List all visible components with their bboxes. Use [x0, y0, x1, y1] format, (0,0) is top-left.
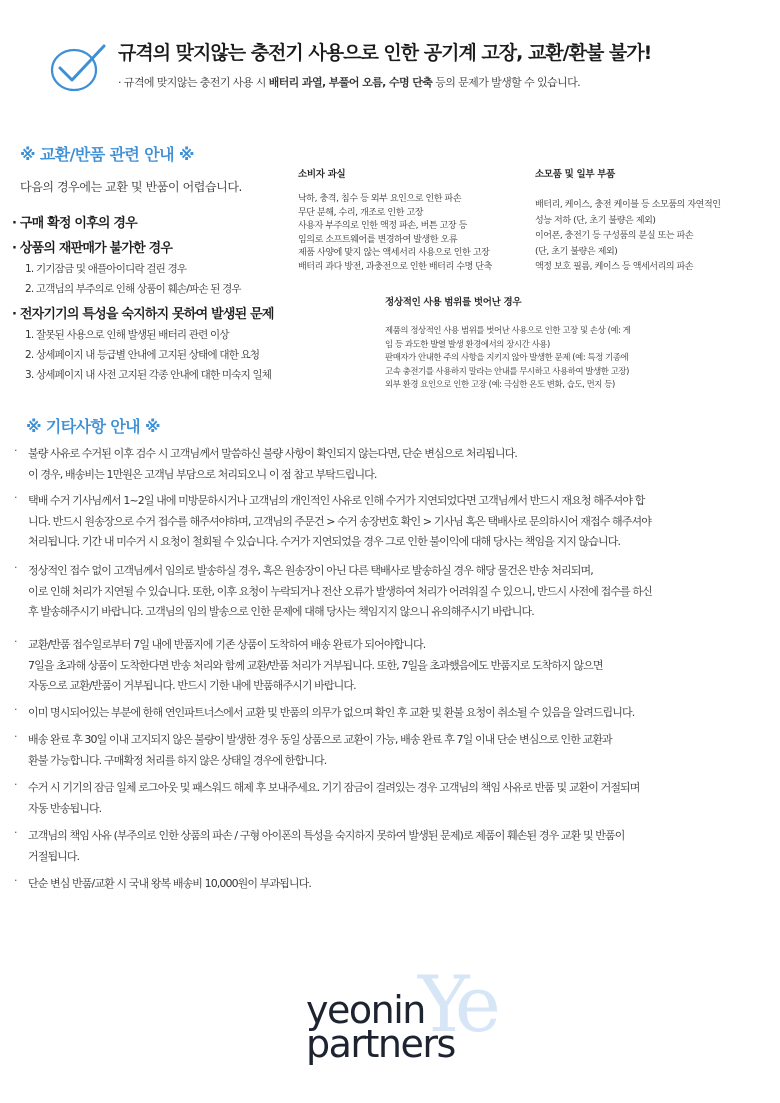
- etc-section-heading: ※ 기타사항 안내 ※: [26, 417, 160, 436]
- exchange-section-heading: ※ 교환/반품 관련 안내 ※: [20, 145, 194, 164]
- case-title: · 전자기기의 특성을 숙지하지 못하여 발생된 문제: [12, 307, 274, 322]
- warning-header: [48, 22, 748, 102]
- case-item: 1. 기기잠금 및 애플아이디락 걸린 경우: [25, 263, 187, 275]
- case-item: 3. 상세페이지 내 사전 고지된 각종 안내에 대한 미숙지 일체: [25, 369, 272, 381]
- logo-mark: Ye: [418, 960, 493, 1050]
- check-circle-icon: [48, 42, 108, 94]
- case-item: 2. 상세페이지 내 등급별 안내에 고지된 상태에 대한 요청: [25, 349, 260, 361]
- group-lines-abnormal-use: 제품의 정상적인 사용 범위를 벗어난 사용으로 인한 고장 및 손상 (예: 게 임 등 과도한 발열 발생 환경에서의 장시간 사용) 판매자가 안내한 주의 사항을 지키지 않아 발생한 문제 (예: 특정 기종에 고속 충전기를 사용하지 말라는 안내를 무시하고 사용하여 발생한 고장) 외부 환경 요인으로 인한 고장 (예: 극심한 온도 변화, 습도, 먼지 등): [385, 325, 631, 390]
- non-exchangeable-cases: [12, 212, 297, 385]
- warning-title: 규격의 맞지않는 충전기 사용으로 인한 공기계 고장, 교환/환불 불가!: [118, 42, 652, 64]
- logo-wordmark-line1: yeonin: [306, 988, 425, 1032]
- exchange-intro: 다음의 경우에는 교환 및 반품이 어렵습니다.: [20, 180, 242, 194]
- group-lines-consumables: 배터리, 케이스, 충전 케이블 등 소모품의 자연적인 성능 저하 (단, 초기 불량은 제외) 이어폰, 충전기 등 구성품의 분실 또는 파손 (단, 초기 불량은 제외) 액정 보호 필름, 케이스 등 액세서리의 파손: [535, 200, 721, 272]
- group-title-consumer-fault: 소비자 과실: [298, 169, 346, 180]
- case-title: · 상품의 재판매가 불가한 경우: [12, 241, 173, 256]
- warning-subtitle: · 규격에 맞지않는 충전기 사용 시 배터리 과열, 부풀어 오름, 수명 단축 등의 문제가 발생할 수 있습니다.: [118, 76, 581, 89]
- group-title-consumables: 소모품 및 일부 부품: [535, 169, 616, 180]
- group-title-abnormal-use: 정상적인 사용 범위를 벗어난 경우: [385, 297, 522, 308]
- brand-logo: [300, 960, 500, 1070]
- case-item: 1. 잘못된 사용으로 인해 발생된 배터리 관련 이상: [25, 329, 229, 341]
- group-lines-consumer-fault: 낙하, 충격, 침수 등 외부 요인으로 인한 파손 무단 분해, 수리, 개조로 인한 고장 사용자 부주의로 인한 액정 파손, 버튼 고장 등 임의로 소프트웨어를 변경하여 발생한 오류 제품 사양에 맞지 않는 액세서리 사용으로 인한 고장 배터리 과다 방전, 과충전으로 인한 배터리 수명 단축: [298, 194, 492, 272]
- logo-wordmark-line2: partners: [306, 1022, 455, 1066]
- case-item: 2. 고객님의 부주의로 인해 상품이 훼손/파손 된 경우: [25, 283, 241, 295]
- case-title: · 구매 확정 이후의 경우: [12, 216, 137, 231]
